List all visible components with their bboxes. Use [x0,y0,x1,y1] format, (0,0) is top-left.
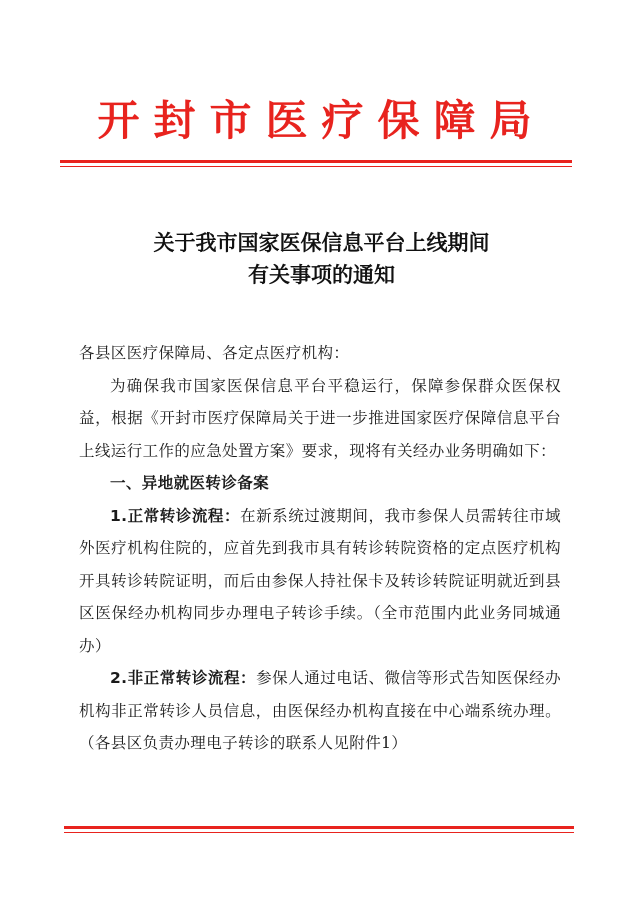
masthead-divider-thin [60,166,572,167]
document-title [0,227,643,291]
footer-divider [64,826,574,833]
org-masthead: 开封市医疗保障局 [97,96,546,145]
item-1-lead: 1.正常转诊流程： [110,506,241,525]
footer-divider-thin [64,832,574,833]
title-line-1: 关于我市国家医保信息平台上线期间 [153,231,490,255]
intro-paragraph: 为确保我市国家医保信息平台平稳运行，保障参保群众医保权益，根据《开封市医疗保障局关于进一步推进国家医疗保障信息平台上线运行工作的应急处置方案》要求，现将有关经办业务明确如下： [79,376,561,460]
masthead-divider [60,160,572,167]
item-1-text: 在新系统过渡期间，我市参保人员需转往市域外医疗机构住院的，应首先到我市具有转诊转院资格的定点医疗机构开具转诊转院证明，而后由参保人持社保卡及转诊转院证明就近到县区医保经办机构同步办理电子转诊手续。（全市范围内此业务同城通办） [79,506,561,655]
document-body [79,337,561,760]
section-1-heading: 一、异地就医转诊备案 [110,474,270,492]
item-2-paragraph [79,662,561,760]
title-line-2: 有关事项的通知 [248,263,395,287]
item-2-lead: 2.非正常转诊流程： [110,669,257,687]
salutation: 各县区医疗保障局、各定点医疗机构： [79,344,350,362]
item-2-text: 参保人通过电话、微信等形式告知医保经办机构非正常转诊人员信息，由医保经办机构直接在中心端系统办理。（各县区负责办理电子转诊的联系人见附件1） [79,669,561,752]
item-1-paragraph [79,500,561,663]
